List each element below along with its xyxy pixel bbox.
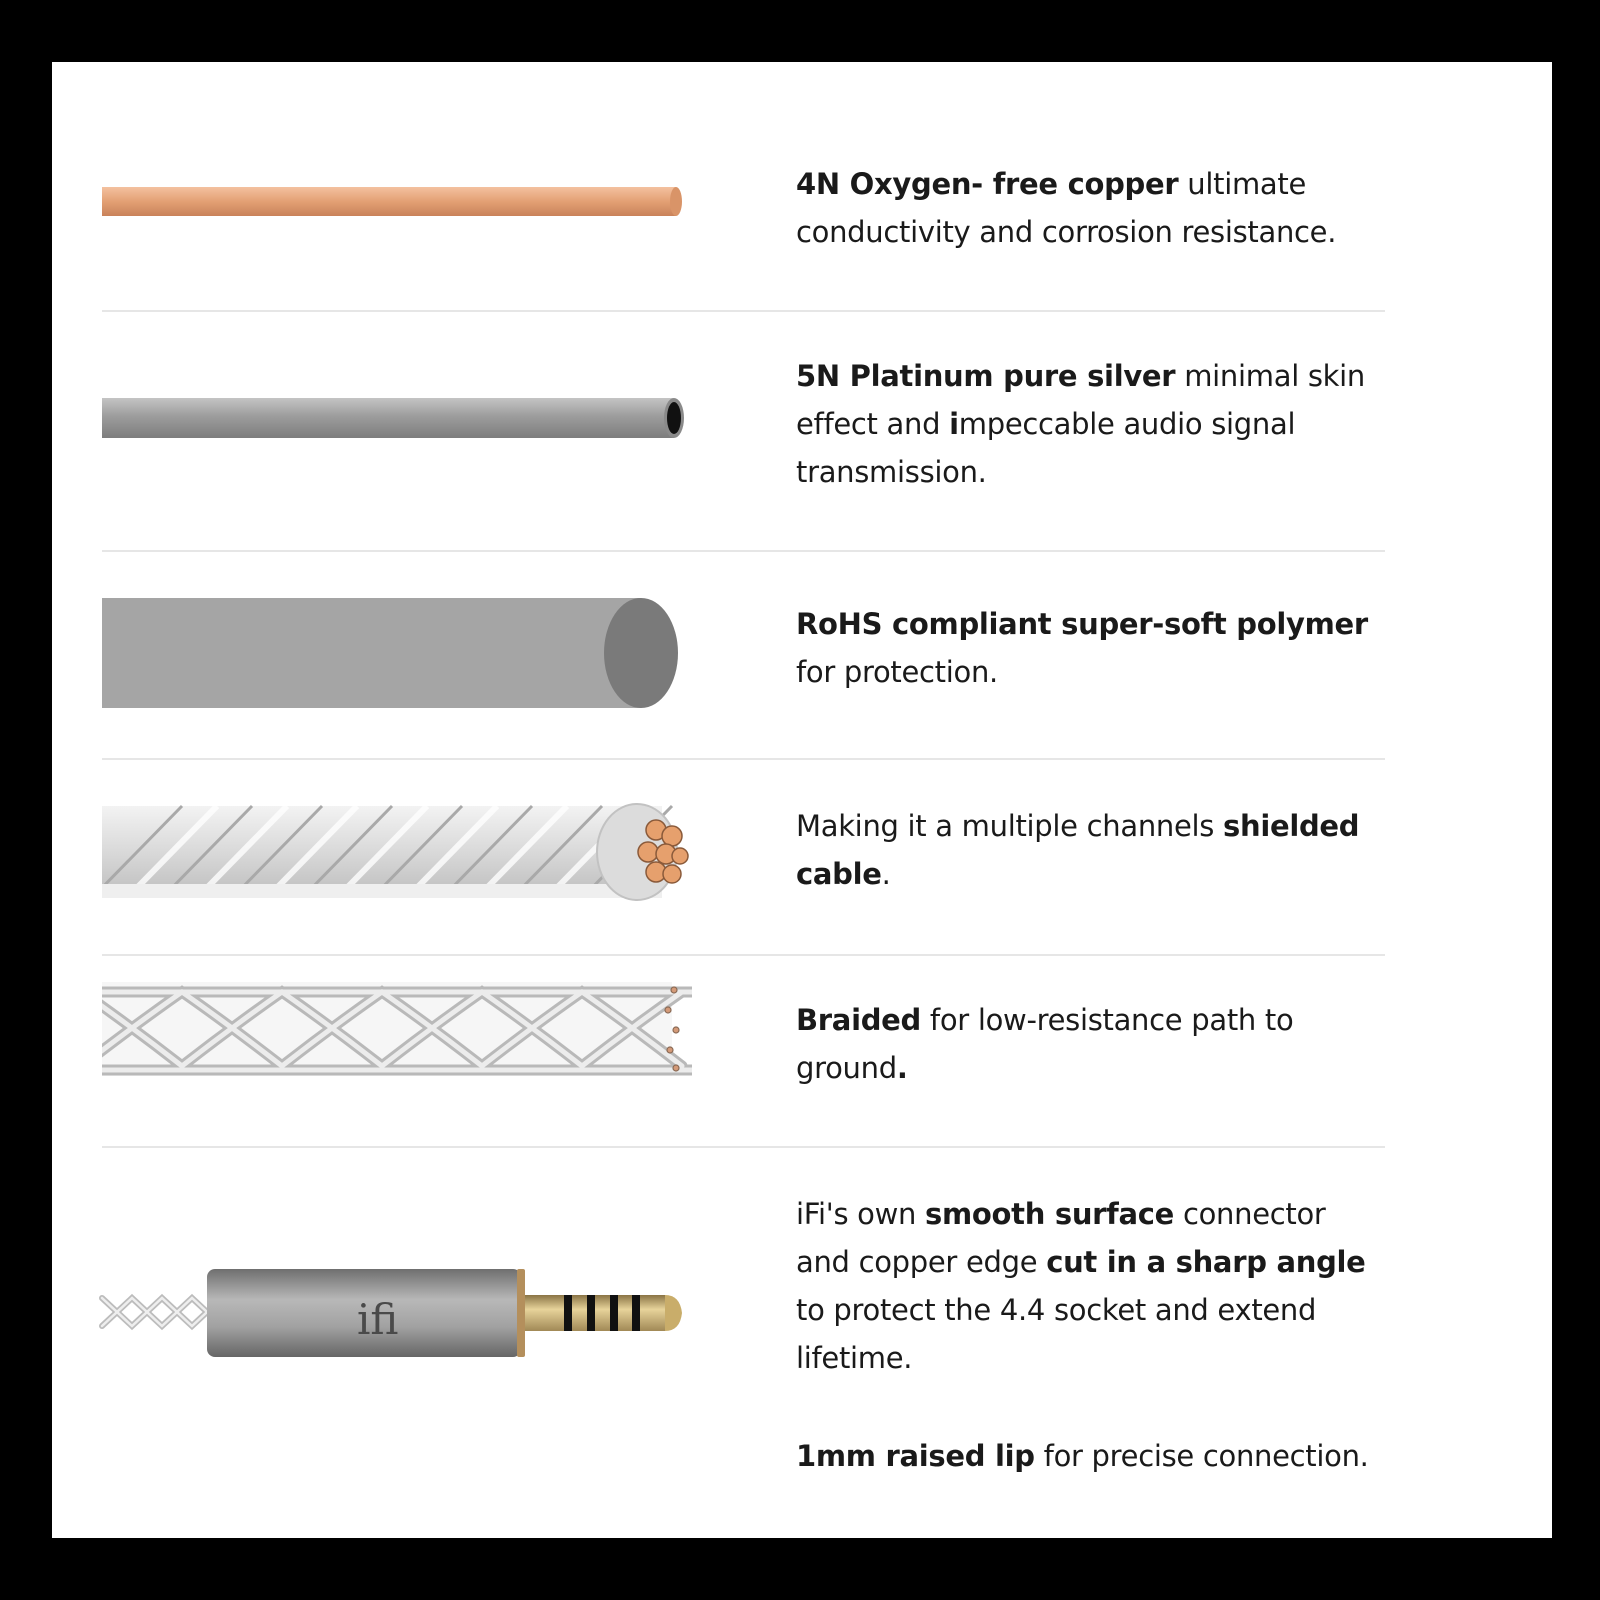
emphasis-text: Braided [796, 1003, 922, 1037]
divider [102, 758, 1385, 760]
body-text: . [881, 857, 891, 891]
emphasis-text: cut in a sharp angle [1046, 1245, 1366, 1279]
feature-connector-text [796, 1190, 1376, 1382]
divider [102, 550, 1385, 552]
connector-logo: ifi [357, 1295, 399, 1344]
body-text: ultimate conductivity and corrosion resistance. [796, 167, 1337, 249]
emphasis-text: i [949, 407, 959, 441]
body-text: minimal skin effect and [796, 359, 1366, 441]
body-text: iFi's own [796, 1197, 926, 1231]
body-text: for low-resistance path to ground [796, 1003, 1294, 1085]
emphasis-text: smooth surface [925, 1197, 1175, 1231]
emphasis-text: 5N Platinum pure silver [796, 359, 1176, 393]
emphasis-text: shielded cable [796, 809, 1360, 891]
emphasis-text: RoHS compliant super-soft polymer [796, 607, 1368, 641]
body-text: for protection. [796, 655, 998, 689]
braided-shield-icon [82, 982, 692, 1076]
polymer-jacket-icon [102, 598, 678, 708]
divider [102, 954, 1385, 956]
shielded-multichannel-cable-icon [92, 804, 688, 900]
divider [102, 1146, 1385, 1148]
divider [102, 310, 1385, 312]
feature-braided-text [796, 996, 1376, 1092]
feature-silver-text [796, 352, 1376, 496]
feature-panel [52, 62, 1552, 1538]
body-text: for precise connection. [1034, 1439, 1369, 1473]
emphasis-text: . [896, 1051, 908, 1085]
emphasis-text: 1mm raised lip [796, 1439, 1035, 1473]
feature-shielded-text [796, 802, 1376, 898]
connector-plug-icon [102, 1269, 682, 1357]
body-text: Making it a multiple channels [796, 809, 1224, 843]
body-text: to protect the 4.4 socket and extend lifetime. [796, 1293, 1317, 1375]
body-text: mpeccable audio signal transmission. [796, 407, 1296, 489]
feature-lip-text [796, 1432, 1376, 1480]
feature-polymer-text [796, 600, 1376, 696]
feature-copper-text [796, 160, 1376, 256]
body-text: connector and copper edge [796, 1197, 1326, 1279]
copper-wire-icon [102, 187, 682, 216]
emphasis-text: 4N Oxygen- free copper [796, 167, 1179, 201]
silver-tube-icon [102, 398, 684, 438]
